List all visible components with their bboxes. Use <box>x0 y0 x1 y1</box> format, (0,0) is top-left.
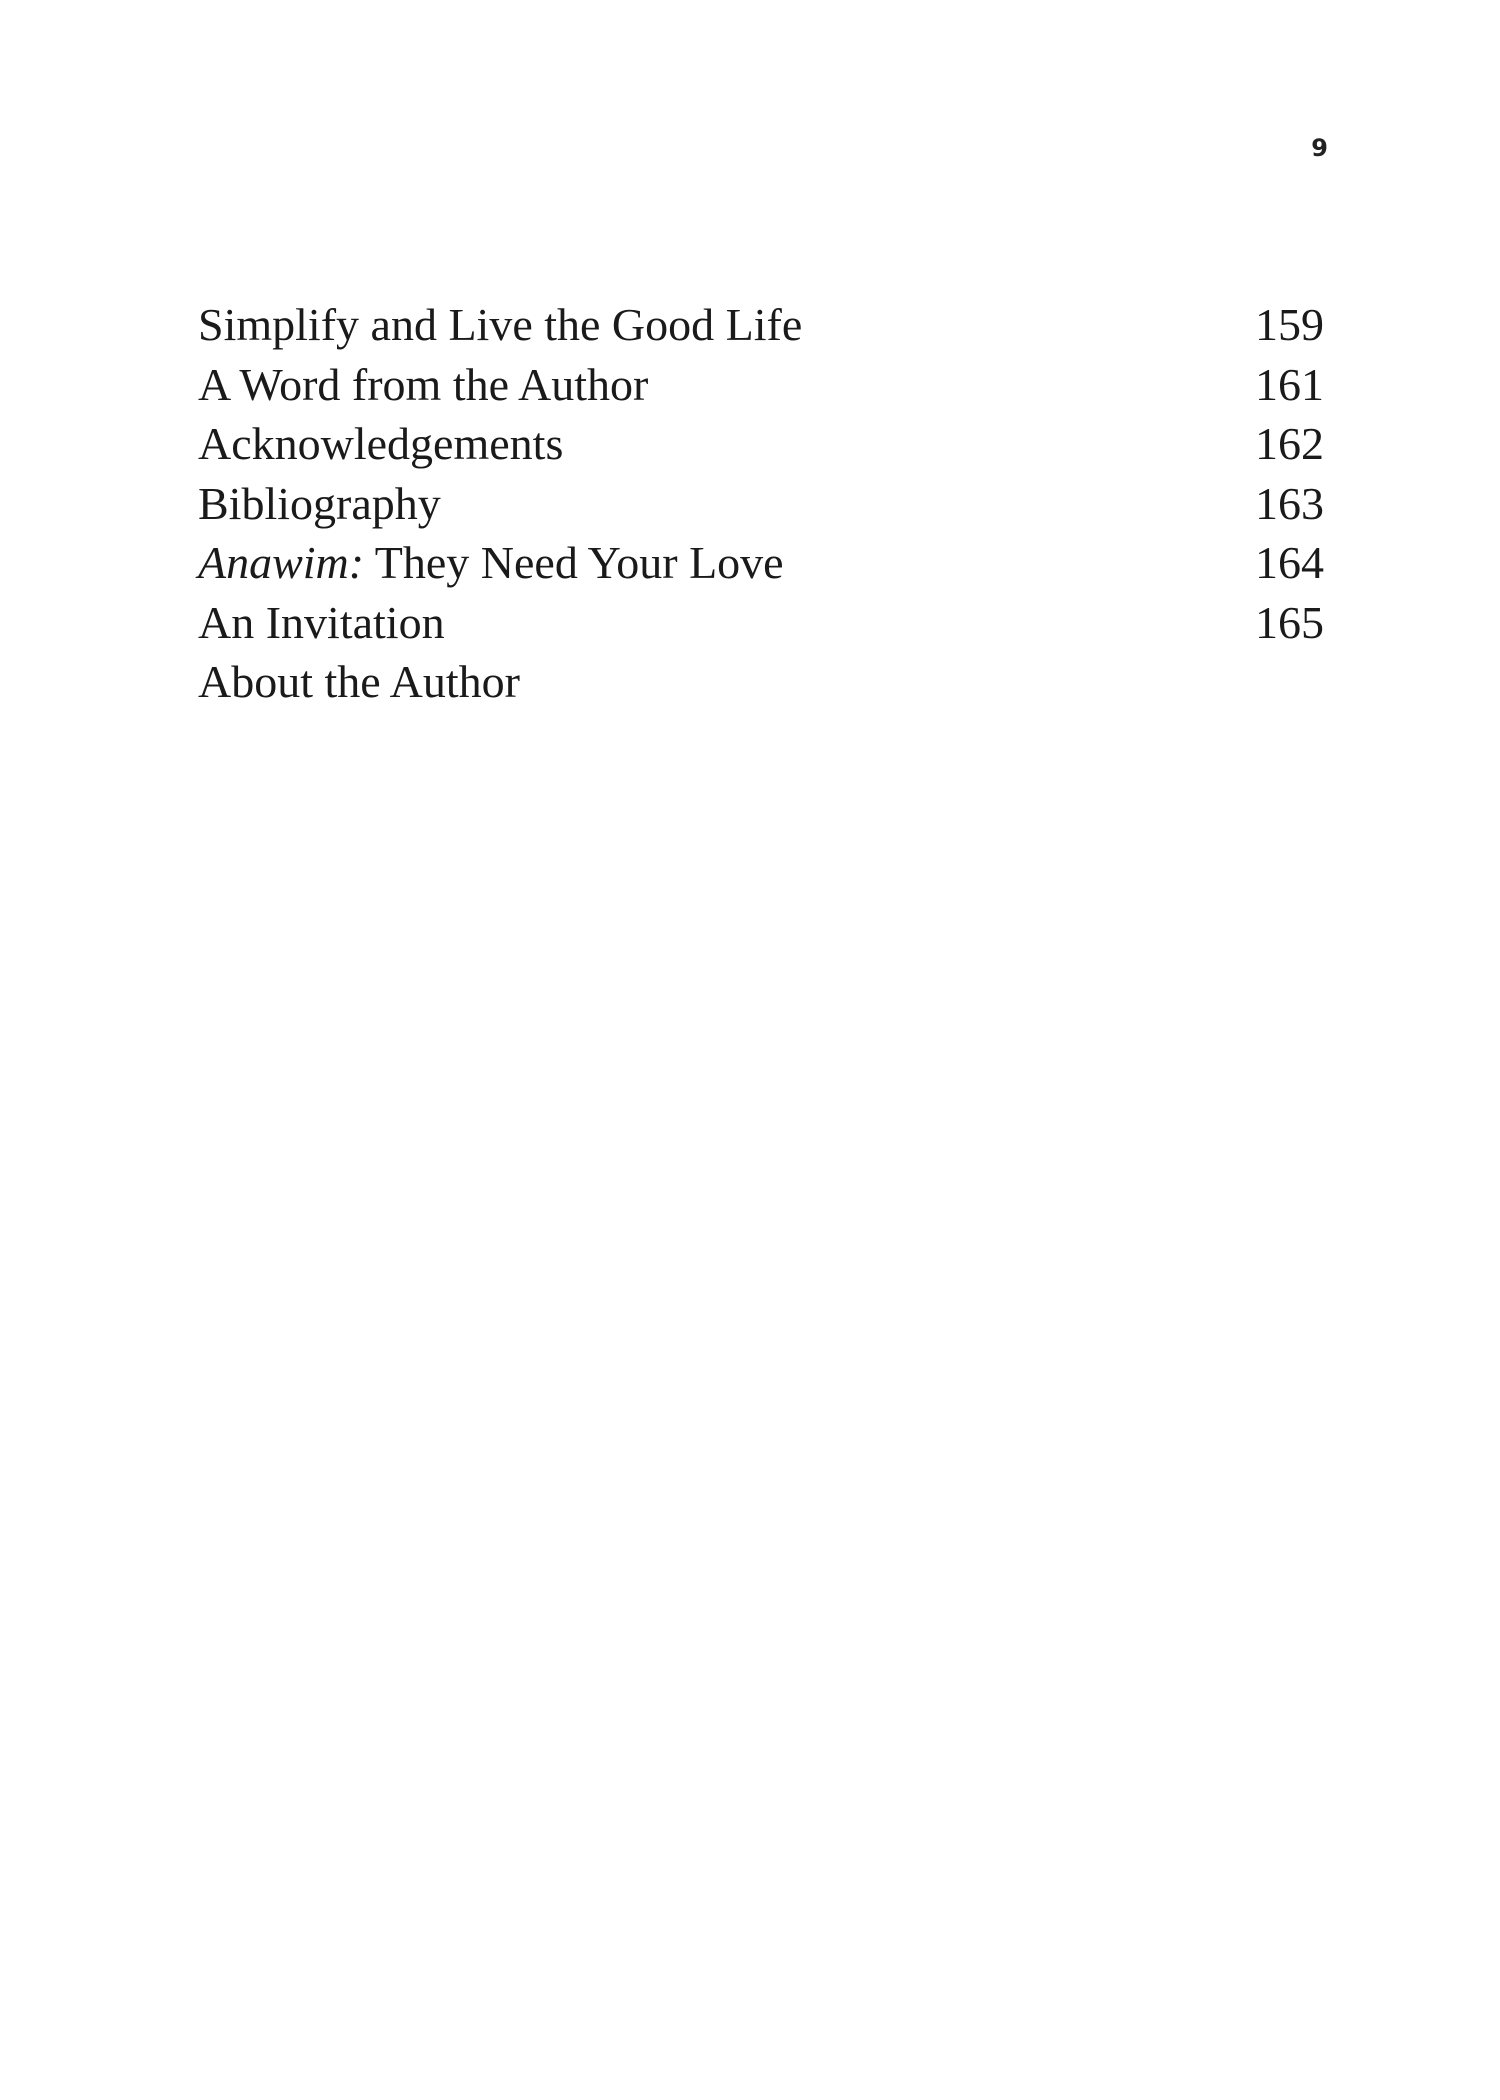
toc-entry-title: Simplify and Live the Good Life <box>198 299 803 350</box>
toc-entry-title: A Word from the Author <box>198 358 649 410</box>
toc-entry-title: An Invitation <box>198 596 445 648</box>
toc-entry-title-italic: Anawim: <box>198 537 365 588</box>
toc-entry-title: Bibliography <box>198 477 441 529</box>
toc-entry-page: 162 <box>1255 418 1324 469</box>
table-of-contents <box>198 295 1324 712</box>
toc-entry <box>198 593 1324 653</box>
toc-entry-page: 164 <box>1255 537 1324 588</box>
toc-entry-title-rest: They Need Your Love <box>364 537 784 588</box>
toc-entry <box>198 355 1324 415</box>
toc-entry-title: Acknowledgements <box>198 418 564 469</box>
toc-entry-title <box>198 533 784 592</box>
page-number: 9 <box>1311 134 1328 162</box>
toc-entry-page: 161 <box>1255 358 1324 410</box>
toc-entry <box>198 474 1324 534</box>
toc-entry-page: 165 <box>1255 596 1324 648</box>
toc-entry-title: About the Author <box>198 656 520 707</box>
toc-entry <box>198 414 1324 474</box>
toc-entry-page: 163 <box>1255 477 1324 529</box>
toc-entry <box>198 652 1324 712</box>
toc-entry-page: 159 <box>1255 299 1324 350</box>
toc-entry <box>198 295 1324 355</box>
toc-entry <box>198 533 1324 593</box>
